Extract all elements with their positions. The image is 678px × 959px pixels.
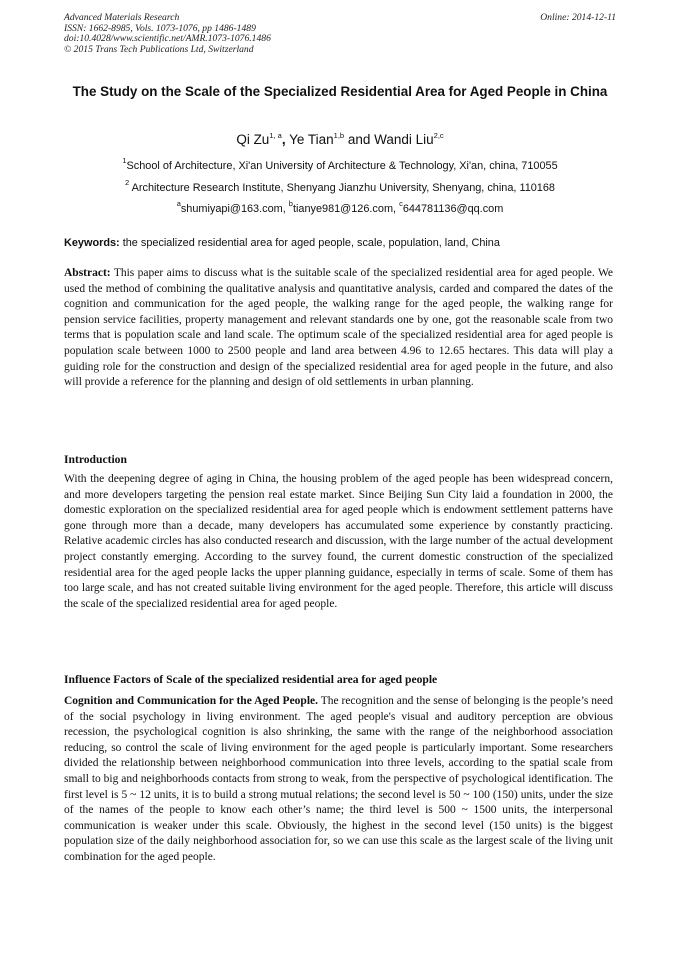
abstract-label: Abstract: [64,267,111,279]
email-superscript: c [399,199,403,208]
introduction-paragraph: With the deepening degree of aging in China, the housing problem of the aged people has been widespread concern, and more developers targeting the pension real estate market. Since Beijing Sun City laid a foundation in 2000, the domestic exploration on the specialized residential area for aged people which is endowment settlement patterns have gone through more than a decade, many developers has accumulated some experience by constantly practicing. Relative academic circles has also conducted research and discussion, with the large number of the actual development project constantly emerging. According to the survey found, the current domestic construction of the specialized residential area for the aged people lacks the upper planning guidance, especially in terms of scale. Some of them has too large scale, and has not created suitable living environment for the aged people. Therefore, this article will discuss the scale of the specialized residential area for aged people. [64,473,613,610]
subsection-label: Cognition and Communication for the Aged People. [64,695,318,707]
cognition-text: The recognition and the sense of belonging is the people’s need of the social psychology in living environment. The aged people's visual and auditory perception are obvious recession, the psychological cognition is also shrinking, the same with the range of the neighborhood association reducing, so control the scale of living environment for the aged people is particularly important. Some researchers divided the relationship between neighborhood communication into three levels, according to the spatial scale from small to big and neighborhoods contacts from strong to weak, from the perspective of psychological identification. The first level is 5 ~ 12 units, it is to build a strong mutual relations; the second level is 50 ~ 100 (150) units, under the size of the names of the people to know each other’s name; the third level is 500 ~ 1500 units, the interpersonal communication is weaker under this scale. Obviously, the highest in the second level (150 units) is the biggest population size of the daily neighborhood association for, so we can use this scale as the largest scale of the living unit combination for the aged people. [64,695,613,863]
affiliation-text: School of Architecture, Xi'an University of Architecture & Technology, Xi'an, china, 710055 [126,160,558,172]
affiliation-superscript: 2 [125,178,130,187]
email-superscript: b [288,199,293,208]
keywords-text: the specialized residential area for aged people, scale, population, land, China [119,237,500,249]
paper-title: The Study on the Scale of the Specialized Residential Area for Aged People in China [72,84,608,99]
author-name: Ye Tian [285,132,334,147]
email-line [64,199,616,216]
journal-name: Advanced Materials Research [64,12,180,23]
journal-header [64,13,616,55]
email-address: tianye981@126.com, [292,203,400,215]
author-separator: , [281,132,286,147]
author-name: Qi Zu [236,132,270,147]
section-heading-introduction: Introduction [64,453,127,466]
affiliation-superscript: 1 [122,156,127,165]
author-superscript: 1,b [333,131,345,140]
abstract-text: This paper aims to discuss what is the suitable scale of the specialized residential area for aged people. We used the method of combining the qualitative analysis and quantitative analysis, carded and compared the dates of the cognition and communication for the aged people, the walking range for the aged people, the walking range for pension service facilities, property management and relevant standards one by one, got the reasonable scale from two terms that is population scale and land scale. The optimum scale of the specialized residential area for aged people is population scale between 1000 to 2500 people and land area between 4.96 to 12.65 hectares. This data will play a guiding role for the construction and design of the specialized residential area for aged people in the future, and also will provide a reference for the planning and design of old settlements in urban planning. [64,267,613,389]
email-superscript: a [176,199,181,208]
cognition-paragraph [64,694,613,866]
author-line [64,131,616,149]
affiliation-2 [64,178,616,195]
email-address: shumiyapi@163.com, [180,203,289,215]
author-superscript: 2,c [433,131,444,140]
author-name: and Wandi Liu [344,132,434,147]
online-date: Online: 2014-12-11 [540,12,616,23]
email-address: 644781136@qq.com [402,203,504,215]
issn-line: ISSN: 1662-8985, Vols. 1073-1076, pp 1486-1489 [64,22,256,34]
affiliation-1 [64,156,616,173]
affiliation-text: Architecture Research Institute, Shenyang Jianzhu University, Shenyang, china, 110168 [129,182,555,194]
section-heading-influence-factors: Influence Factors of Scale of the specialized residential area for aged people [64,673,438,686]
author-superscript: 1, a [269,131,282,140]
copyright-line: © 2015 Trans Tech Publications Ltd, Switzerland [64,43,254,55]
keywords-label: Keywords: [64,237,120,249]
doi-line: doi:10.4028/www.scientific.net/AMR.1073-1076.1486 [64,33,271,45]
abstract [64,266,613,391]
keywords [64,236,616,250]
